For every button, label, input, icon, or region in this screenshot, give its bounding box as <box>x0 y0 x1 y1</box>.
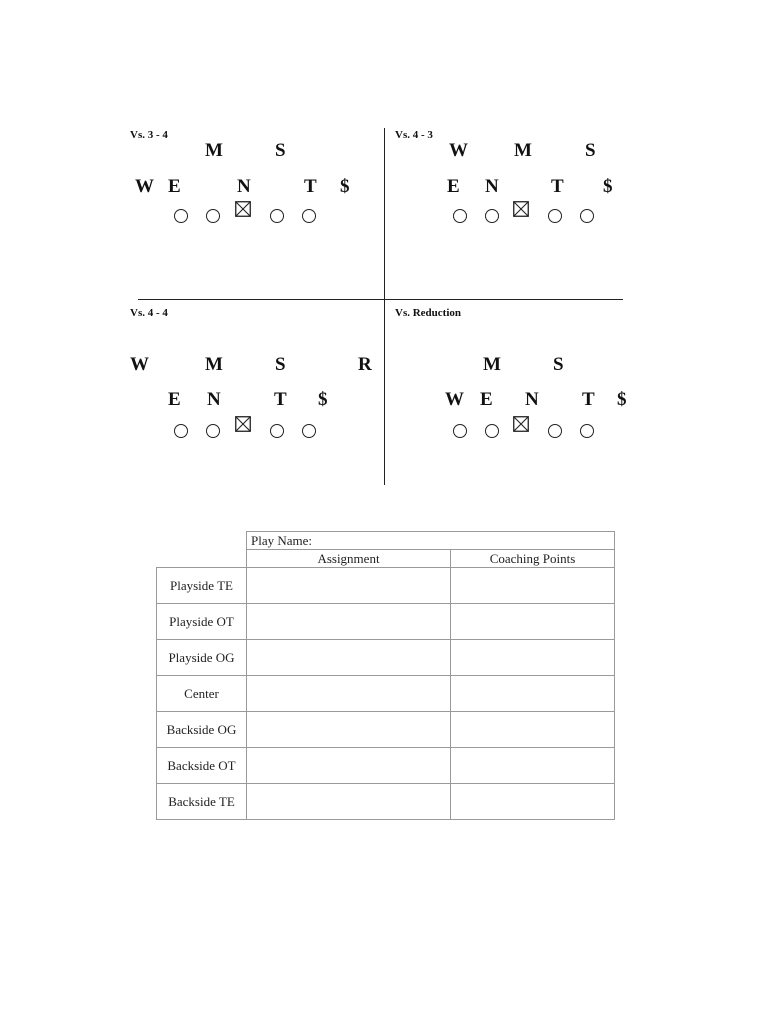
defender-m: M <box>514 140 532 161</box>
lineman-circle <box>206 209 220 223</box>
position-label: Backside OG <box>157 712 247 748</box>
table-row <box>157 748 615 784</box>
defender-w: W <box>449 140 468 161</box>
defender-s: S <box>585 140 596 161</box>
horizontal-divider <box>138 299 623 300</box>
assignment-cell[interactable] <box>247 676 451 712</box>
coaching-points-cell[interactable] <box>451 712 615 748</box>
coaching-points-cell[interactable] <box>451 748 615 784</box>
defender-s: S <box>275 140 286 161</box>
defender-s: S <box>275 354 286 375</box>
table-row <box>157 640 615 676</box>
center-box-icon <box>235 201 251 217</box>
table-row <box>157 568 615 604</box>
defender-s: S <box>553 354 564 375</box>
quadrant-title-reduction: Vs. Reduction <box>395 307 462 319</box>
lineman-circle <box>206 424 220 438</box>
table-row <box>157 676 615 712</box>
defender-dollar: $ <box>603 176 613 197</box>
defender-t: T <box>551 176 564 197</box>
assignment-cell[interactable] <box>247 784 451 820</box>
defender-n: N <box>525 389 539 410</box>
table-row <box>157 784 615 820</box>
assignment-table <box>156 531 615 820</box>
defender-t: T <box>274 389 287 410</box>
center-box-icon <box>513 201 529 217</box>
assignment-cell[interactable] <box>247 568 451 604</box>
assignment-cell[interactable] <box>247 604 451 640</box>
defender-e: E <box>480 389 493 410</box>
table-row <box>157 604 615 640</box>
lineman-circle <box>580 424 594 438</box>
defender-w: W <box>130 354 149 375</box>
coaching-points-cell[interactable] <box>451 604 615 640</box>
defender-t: T <box>582 389 595 410</box>
quadrant-title-4-4: Vs. 4 - 4 <box>130 307 168 319</box>
center-box-icon <box>513 416 529 432</box>
vertical-divider <box>384 128 385 485</box>
defender-n: N <box>485 176 499 197</box>
lineman-circle <box>485 424 499 438</box>
defender-t: T <box>304 176 317 197</box>
lineman-circle <box>174 209 188 223</box>
blank-corner <box>157 550 247 568</box>
defender-dollar: $ <box>318 389 328 410</box>
table-row <box>157 712 615 748</box>
position-label: Playside OG <box>157 640 247 676</box>
lineman-circle <box>270 424 284 438</box>
lineman-circle <box>453 424 467 438</box>
position-label: Playside OT <box>157 604 247 640</box>
defender-w: W <box>445 389 464 410</box>
assignment-cell[interactable] <box>247 640 451 676</box>
lineman-circle <box>485 209 499 223</box>
defender-dollar: $ <box>617 389 627 410</box>
lineman-circle <box>580 209 594 223</box>
lineman-circle <box>302 209 316 223</box>
defender-r: R <box>358 354 372 375</box>
header-row <box>157 550 615 568</box>
coaching-points-header: Coaching Points <box>451 550 615 568</box>
quadrant-title-4-3: Vs. 4 - 3 <box>395 129 433 141</box>
center-box-icon <box>235 416 251 432</box>
position-label: Backside TE <box>157 784 247 820</box>
position-label: Center <box>157 676 247 712</box>
lineman-circle <box>453 209 467 223</box>
position-label: Backside OT <box>157 748 247 784</box>
defender-e: E <box>168 176 181 197</box>
coaching-points-cell[interactable] <box>451 568 615 604</box>
lineman-circle <box>548 209 562 223</box>
quadrant-title-3-4: Vs. 3 - 4 <box>130 129 168 141</box>
defender-m: M <box>483 354 501 375</box>
lineman-circle <box>174 424 188 438</box>
play-name-label[interactable]: Play Name: <box>247 532 615 550</box>
blank-corner <box>157 532 247 550</box>
defender-m: M <box>205 354 223 375</box>
assignment-cell[interactable] <box>247 748 451 784</box>
lineman-circle <box>548 424 562 438</box>
defender-w: W <box>135 176 154 197</box>
coaching-points-cell[interactable] <box>451 784 615 820</box>
play-name-row <box>157 532 615 550</box>
lineman-circle <box>270 209 284 223</box>
assignment-header: Assignment <box>247 550 451 568</box>
coaching-points-cell[interactable] <box>451 676 615 712</box>
position-label: Playside TE <box>157 568 247 604</box>
defender-e: E <box>168 389 181 410</box>
assignment-cell[interactable] <box>247 712 451 748</box>
defender-n: N <box>237 176 251 197</box>
defender-m: M <box>205 140 223 161</box>
defender-e: E <box>447 176 460 197</box>
lineman-circle <box>302 424 316 438</box>
defender-n: N <box>207 389 221 410</box>
coaching-points-cell[interactable] <box>451 640 615 676</box>
defender-dollar: $ <box>340 176 350 197</box>
